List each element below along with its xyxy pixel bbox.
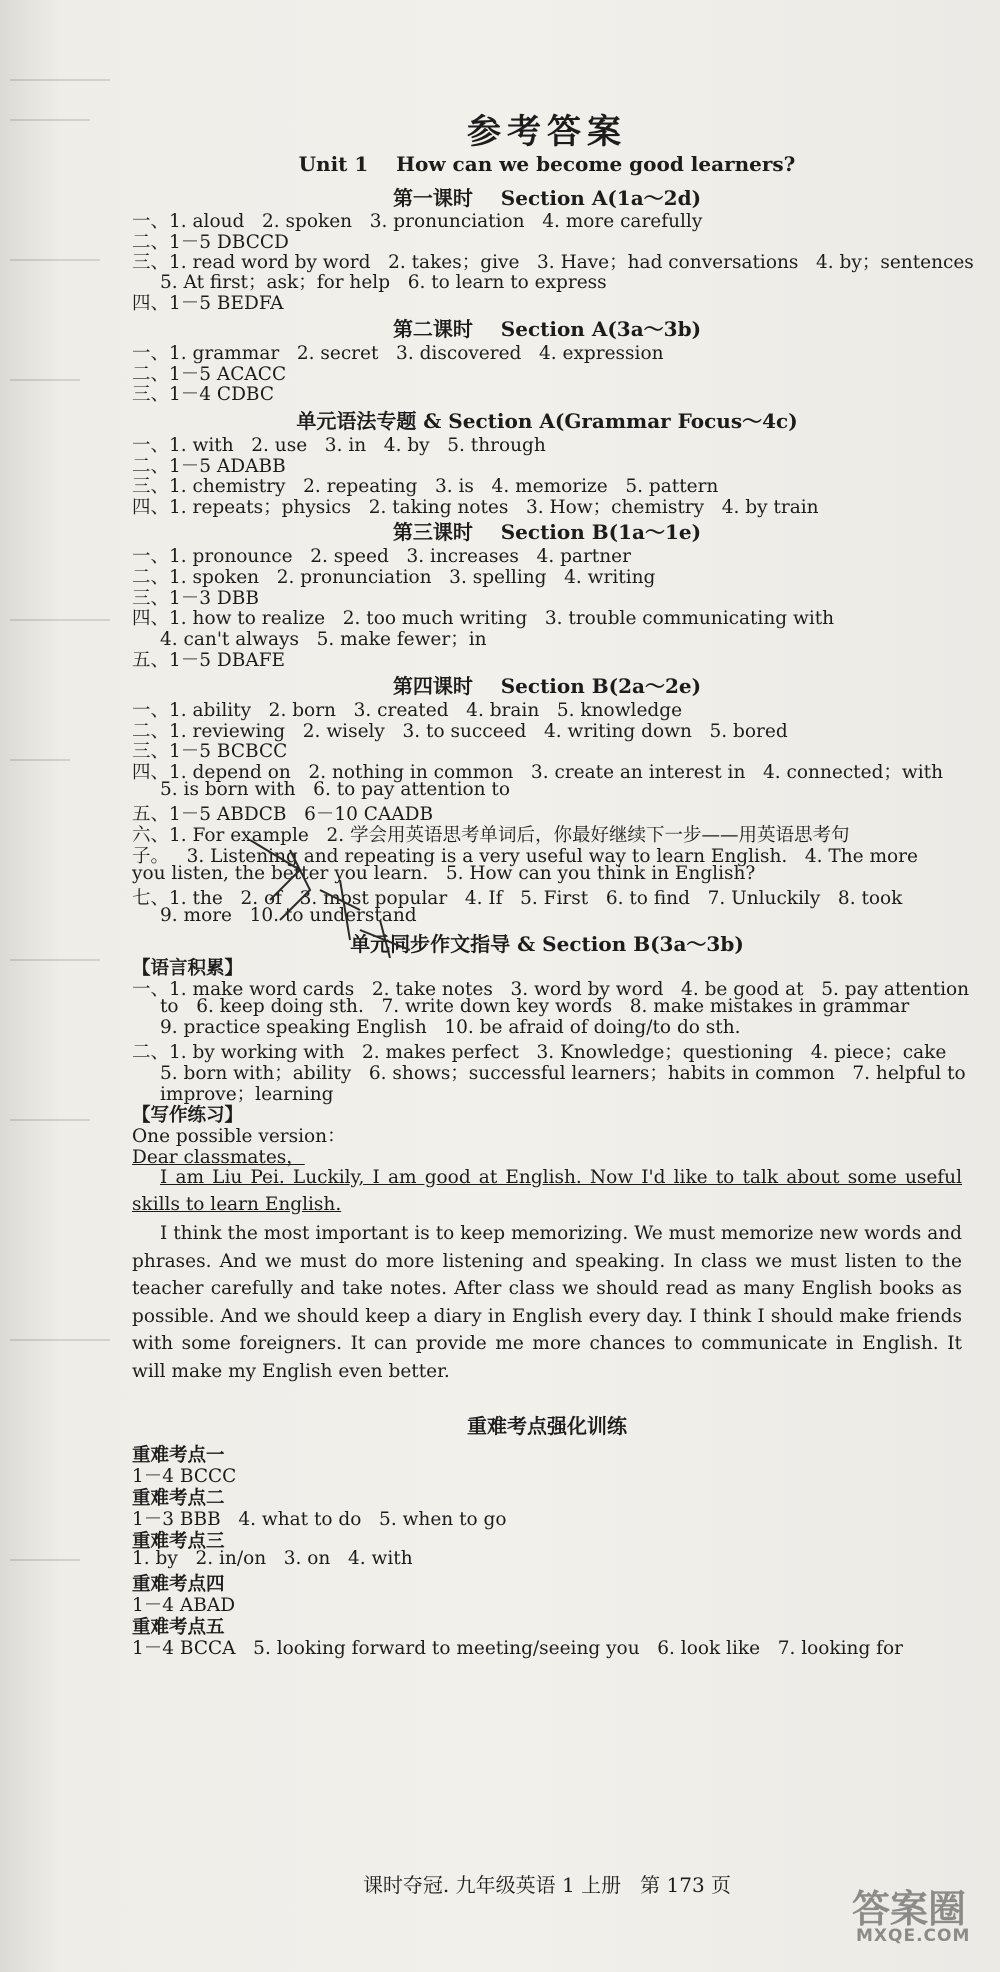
answer-line: 1－4 ABAD — [132, 1595, 236, 1616]
answer-line: 子。 3. Listening and repeating is a very useful way to learn English. 4. The more — [132, 846, 918, 867]
answer-line: 5. born with；ability 6. shows；successful learners；habits in common 7. helpful to — [160, 1063, 966, 1084]
answer-line: 二、1. spoken 2. pronunciation 3. spelling 4. writing — [132, 567, 656, 588]
answer-line: 9. more 10. to understand — [160, 905, 417, 926]
watermark-logo: 答案圈 — [852, 1887, 967, 1931]
answer-line: to 6. keep doing sth. 7. write down key words 8. make mistakes in grammar — [160, 996, 910, 1017]
essay-intro: I am Liu Pei. Luckily, I am good at English. Now I'd like to talk about some useful skills to learn English. — [132, 1167, 962, 1215]
subsection-label: 【语言积累】 — [132, 958, 244, 979]
answer-line: 五、1－5 DBAFE — [132, 650, 286, 671]
key-point-label: 重难考点一 — [132, 1445, 225, 1466]
answer-line: 1－4 BCCC — [132, 1466, 237, 1487]
section-heading: 重难考点强化训练 — [467, 1414, 627, 1438]
answer-line: 五、1－5 ABDCB 6－10 CAADB — [132, 804, 434, 825]
answer-line: 三、1. read word by word 2. takes；give 3. Have；had conversations 4. by；sentences — [132, 252, 974, 273]
answer-line: 9. practice speaking English 10. be afraid of doing/to do sth. — [160, 1017, 741, 1038]
answer-line: 三、1－3 DBB — [132, 588, 259, 609]
answer-line: 一、1. with 2. use 3. in 4. by 5. through — [132, 435, 546, 456]
answer-line: 1－4 BCCA 5. looking forward to meeting/seeing you 6. look like 7. looking for — [132, 1638, 904, 1659]
essay-salutation: Dear classmates， — [132, 1147, 305, 1168]
section-heading: 第四课时 Section B(2a～2e) — [392, 674, 702, 698]
subsection-label: 【写作练习】 — [132, 1105, 244, 1126]
section-heading: 第一课时 Section A(1a～2d) — [392, 186, 702, 210]
unit-heading: Unit 1 How can we become good learners? — [298, 152, 796, 176]
section-heading: 第二课时 Section A(3a～3b) — [392, 317, 702, 341]
key-point-label: 重难考点二 — [132, 1488, 225, 1509]
answer-line: 5. is born with 6. to pay attention to — [160, 779, 510, 800]
key-point-label: 重难考点四 — [132, 1574, 225, 1595]
answer-line: 六、1. For example 2. 学会用英语思考单词后，你最好继续下一步——用英语思考句 — [132, 825, 850, 846]
answer-line: 二、1－5 DBCCD — [132, 232, 289, 253]
page-title: 参考答案 — [467, 112, 627, 152]
answer-line: 四、1. depend on 2. nothing in common 3. create an interest in 4. connected；with — [132, 762, 944, 783]
answer-line: 4. can't always 5. make fewer；in — [160, 629, 487, 650]
answer-line: 1－3 BBB 4. what to do 5. when to go — [132, 1509, 507, 1530]
answer-line: improve；learning — [160, 1084, 334, 1105]
answer-line: 三、1－4 CDBC — [132, 384, 275, 405]
answer-line: 三、1－5 BCBCC — [132, 741, 288, 762]
answer-line: 二、1－5 ACACC — [132, 364, 287, 385]
answer-line: 一、1. aloud 2. spoken 3. pronunciation 4. more carefully — [132, 211, 703, 232]
answer-line: 一、1. make word cards 2. take notes 3. word by word 4. be good at 5. pay attention — [132, 979, 970, 1000]
answer-line: 5. At first；ask；for help 6. to learn to express — [160, 272, 607, 293]
answer-line: 四、1－5 BEDFA — [132, 293, 284, 314]
essay-body: I think the most important is to keep memorizing. We must memorize new words and phrases. And we must do more listening and speaking. In class we must listen to the teacher carefully and take notes. After class we should read as many English books as possible. And we should keep a diary in English every day. I think I should make friends with some foreigners. It can provide me more chances to communicate in English. It will make my English even better. — [132, 1223, 962, 1382]
answer-line: 二、1－5 ADABB — [132, 456, 286, 477]
answer-line: you listen, the better you learn. 5. How can you think in English? — [132, 863, 756, 884]
page-footer: 课时夺冠. 九年级英语 1 上册 第 173 页 — [362, 1873, 732, 1897]
section-heading: 第三课时 Section B(1a～1e) — [392, 520, 702, 544]
answer-line: 三、1. chemistry 2. repeating 3. is 4. memorize 5. pattern — [132, 476, 719, 497]
answer-line: 二、1. by working with 2. makes perfect 3. Knowledge；questioning 4. piece；cake — [132, 1042, 947, 1063]
section-heading: 单元同步作文指导 & Section B(3a～3b) — [350, 932, 744, 956]
key-point-label: 重难考点五 — [132, 1617, 225, 1638]
bleed-through-margin — [0, 60, 120, 1860]
essay-version-label: One possible version： — [132, 1126, 346, 1147]
answer-line: 七、1. the 2. of 3. most popular 4. If 5. First 6. to find 7. Unluckily 8. took — [132, 888, 903, 909]
answer-line: 二、1. reviewing 2. wisely 3. to succeed 4. writing down 5. bored — [132, 721, 788, 742]
watermark-url: MXQE.COM — [856, 1926, 971, 1946]
key-point-label: 重难考点三 — [132, 1531, 225, 1552]
section-heading: 单元语法专题 & Section A(Grammar Focus～4c) — [296, 409, 798, 433]
answer-line: 一、1. ability 2. born 3. created 4. brain 5. knowledge — [132, 700, 683, 721]
answer-line: 一、1. grammar 2. secret 3. discovered 4. expression — [132, 343, 664, 364]
answer-line: 一、1. pronounce 2. speed 3. increases 4. partner — [132, 546, 631, 567]
site-watermark — [816, 1878, 986, 1958]
answer-line: 四、1. how to realize 2. too much writing 3. trouble communicating with — [132, 608, 835, 629]
answer-line: 四、1. repeats；physics 2. taking notes 3. How；chemistry 4. by train — [132, 497, 819, 518]
answer-line: 1. by 2. in/on 3. on 4. with — [132, 1548, 413, 1569]
